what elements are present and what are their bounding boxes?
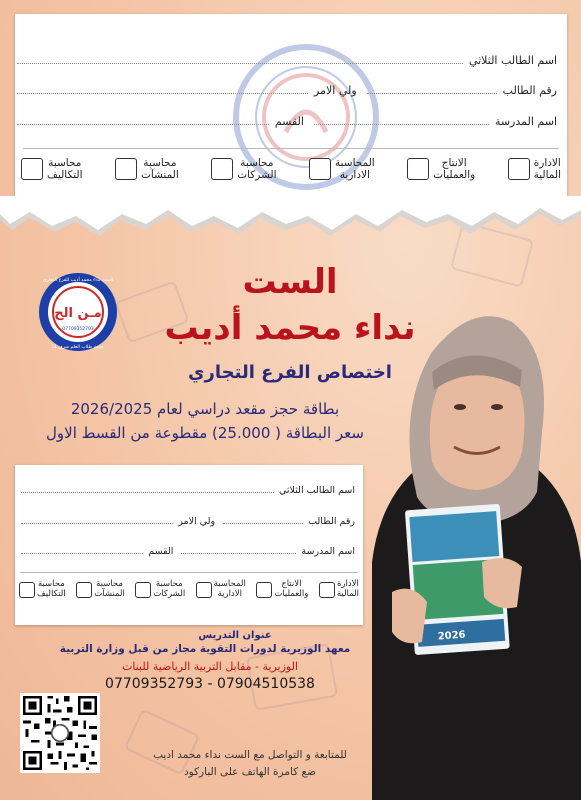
- section-line[interactable]: [17, 123, 269, 125]
- full-name-line[interactable]: [17, 62, 463, 64]
- teacher-portrait: [372, 262, 581, 800]
- booking-card-text: بطاقة حجز مقعد دراسي لعام 2026/2025: [70, 400, 340, 418]
- subject-option[interactable]: محاسبة الشركات: [211, 157, 276, 181]
- subject-option[interactable]: الادارة المالية: [319, 580, 359, 600]
- address-heading: عنوان التدريس: [198, 630, 272, 641]
- section-label: القسم: [274, 115, 304, 128]
- subject-option[interactable]: محاسبة المنشآت: [76, 580, 125, 600]
- logo-bottom-arc: خدمة طلاب العلم شرف لنا: [52, 345, 104, 350]
- number-guardian-row: [17, 84, 557, 97]
- divider: [20, 572, 358, 573]
- specialty: اختصاص الفرع التجاري: [188, 362, 392, 383]
- checkbox[interactable]: [211, 158, 233, 180]
- divider: [23, 148, 559, 149]
- bottom-form-card: [15, 465, 363, 625]
- logo-top-arc: الست نداء محمد أديب للفرع التجاري: [42, 278, 114, 283]
- follow-line-1: للمتابعة و التواصل مع الست نداء محمد اديب: [153, 749, 347, 761]
- school-name-label: اسم المدرسة: [494, 115, 557, 128]
- subject-option[interactable]: الانتاج والعمليات: [407, 157, 475, 181]
- full-name-row: [17, 54, 557, 67]
- torn-paper-edge: [0, 196, 581, 246]
- phone-numbers[interactable]: 07709352793 - 07904510538: [105, 676, 315, 692]
- checkbox[interactable]: [76, 582, 92, 598]
- school-name-label: اسم المدرسة: [301, 546, 355, 557]
- full-name-row: [21, 485, 355, 496]
- guardian-line[interactable]: [17, 92, 308, 94]
- subject-option[interactable]: محاسبة التكاليف: [19, 580, 66, 600]
- student-number-line[interactable]: [367, 92, 497, 94]
- checkbox[interactable]: [407, 158, 429, 180]
- title-prefix: الست: [242, 262, 338, 302]
- follow-line-2: ضع كامرة الهاتف على الباركود: [183, 766, 317, 778]
- subject-option[interactable]: المحاسبة الادارية: [196, 580, 246, 600]
- full-name-label: اسم الطالب الثلاثي: [468, 54, 557, 67]
- guardian-label: ولي الامر: [314, 84, 357, 97]
- location-text: الوزيرية - مقابل التربية الرياضية للبنات: [121, 660, 298, 673]
- subject-option[interactable]: محاسبة التكاليف: [21, 157, 83, 181]
- checkbox[interactable]: [115, 158, 137, 180]
- checkbox[interactable]: [309, 158, 331, 180]
- checkbox[interactable]: [21, 158, 43, 180]
- subject-option[interactable]: المحاسبة الادارية: [309, 157, 375, 181]
- price-text: سعر البطاقة ( 25.000) مقطوعة من القسط الاول: [46, 424, 364, 442]
- checkbox[interactable]: [508, 158, 530, 180]
- student-number-line[interactable]: [223, 522, 303, 524]
- top-form-card: [15, 14, 567, 202]
- school-section-row: [17, 115, 557, 128]
- subject-option[interactable]: الانتاج والعمليات: [256, 580, 308, 600]
- checkbox[interactable]: [19, 582, 35, 598]
- institute-text: معهد الوزيرية لدورات التقوية مجاز من قبل وزارة التربية: [59, 643, 351, 655]
- full-name-label: اسم الطالب الثلاثي: [278, 485, 355, 496]
- subject-option[interactable]: محاسبة الشركات: [135, 580, 185, 600]
- number-guardian-row: [21, 516, 355, 527]
- checkbox[interactable]: [256, 582, 272, 598]
- checkbox[interactable]: [196, 582, 212, 598]
- subject-checkboxes: [21, 157, 561, 181]
- guardian-label: ولي الامر: [178, 516, 216, 527]
- guardian-line[interactable]: [21, 522, 173, 524]
- checkbox[interactable]: [135, 582, 151, 598]
- section-label: القسم: [148, 546, 174, 557]
- logo-phone: 07709352793: [62, 327, 94, 332]
- student-number-label: رقم الطالب: [308, 516, 355, 527]
- qr-code-icon[interactable]: [20, 693, 100, 773]
- school-section-row: [21, 546, 355, 557]
- subject-option[interactable]: الادارة المالية: [508, 157, 561, 181]
- school-name-line[interactable]: [314, 123, 489, 125]
- student-number-label: رقم الطالب: [502, 84, 557, 97]
- teacher-name: نداء محمد أديب: [164, 308, 416, 348]
- brand-logo-icon: [38, 272, 118, 352]
- full-name-line[interactable]: [21, 491, 274, 493]
- section-line[interactable]: [21, 552, 143, 554]
- checkbox[interactable]: [319, 582, 335, 598]
- logo-monogram: مـن الح: [54, 306, 102, 321]
- subject-checkboxes: [19, 580, 359, 600]
- book-edition: 2026: [437, 629, 466, 643]
- subject-option[interactable]: محاسبة المنشآت: [115, 157, 179, 181]
- school-name-line[interactable]: [181, 552, 296, 554]
